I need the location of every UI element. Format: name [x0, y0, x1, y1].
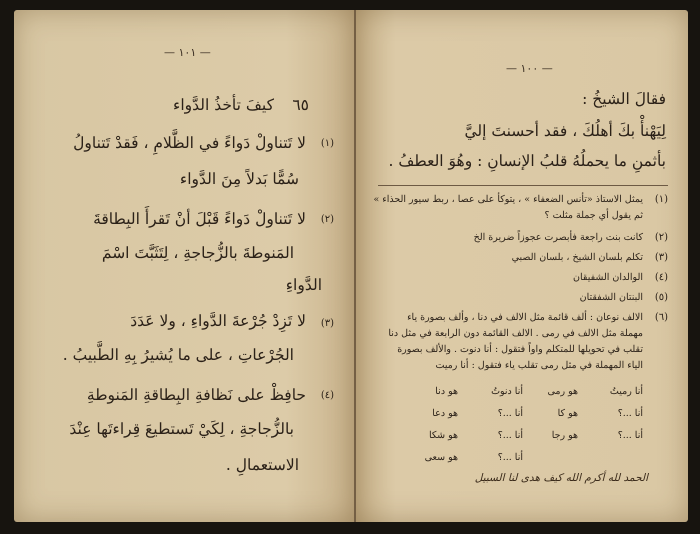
- note-line: الياء المهملة في مثل رمى تقلب ياء فتقول : أنا رميت: [435, 360, 643, 371]
- right-page: [356, 10, 688, 522]
- note-number: (٣): [654, 252, 668, 263]
- note-line: الوالدان الشفيقان: [573, 272, 643, 283]
- item-number: (٣): [320, 318, 334, 329]
- table-cell: هو رمى: [547, 386, 578, 397]
- footnote-divider: [378, 185, 668, 186]
- item-line: لا تَتناولْ دَواءً في الظَّلامِ ، فَقدْ تَتناولُ: [73, 134, 306, 152]
- table-cell: أنا ...؟: [617, 408, 643, 419]
- item-number: (١): [320, 138, 334, 149]
- item-line: الجُرْعاتِ ، على ما يُشيرُ بِهِ الطَّبيبُ .: [62, 346, 294, 364]
- table-cell: هو رجا: [551, 430, 578, 441]
- note-line: ثم يقول أي جملة مثلت ؟: [544, 210, 643, 221]
- item-number: (٤): [320, 390, 334, 401]
- table-cell: أنا ...؟: [497, 408, 523, 419]
- note-line: تقلب في تحويلها للمتكلم واواً فتقول : أنا دنوت . والألف بصورة: [397, 344, 643, 355]
- item-line: سُمًّا بَدلاً مِنَ الدَّواء: [179, 170, 299, 188]
- note-number: (٦): [654, 312, 668, 323]
- table-cell: هو دعا: [432, 408, 458, 419]
- note-number: (١): [654, 194, 668, 205]
- note-number: (٥): [654, 292, 668, 303]
- note-line: كانت بنت راجعة فأبصرت عجوزاً ضريرة الخ: [473, 232, 643, 243]
- table-cell: هو سعى: [424, 452, 458, 463]
- note-line: الالف نوعان : ألف قائمة مثل الالف في دنا ، وألف بصورة ياء: [407, 312, 643, 323]
- table-cell: هو كا: [557, 408, 578, 419]
- table-cell: أنا دنوتُ: [491, 386, 523, 397]
- left-page-number: — ١٠١ —: [164, 46, 211, 59]
- lesson-title: كيفَ تأخذُ الدَّواء: [173, 96, 274, 114]
- item-line: لا تَتناولْ دَواءً قَبْلَ أنْ تَقرأَ البِطاقةَ: [93, 210, 306, 228]
- note-line: تكلم بلسان الشيخ ، بلسان الصبي: [511, 252, 643, 263]
- table-cell: أنا رميتُ: [609, 386, 643, 397]
- item-line: لا تَزِدْ جُرْعةَ الدَّواءِ ، ولا عَدَدَ: [130, 312, 306, 330]
- item-line: الاستعمالِ .: [225, 456, 299, 474]
- note-line: مهملة مثل الالف في رمى . الالف القائمة دون الرابعة في مثل دنا: [388, 328, 643, 339]
- item-number: (٢): [320, 214, 334, 225]
- left-page: [14, 10, 354, 522]
- item-line: بالزُّجاجةِ ، لِكَيْ تَستطيعَ قِراءتَها عِنْدَ: [69, 420, 294, 438]
- item-line: المَنوطةَ بالزُّجاجةِ ، لِتَثَبَّتَ اسْمَ: [101, 244, 294, 262]
- verse-line: فقالَ الشيخُ :: [582, 90, 666, 108]
- handwritten-note: الحمد لله أكرم الله كيف هدى لنا السبيل: [474, 472, 648, 484]
- table-cell: هو شكا: [428, 430, 458, 441]
- table-cell: أنا ...؟: [497, 452, 523, 463]
- note-number: (٤): [654, 272, 668, 283]
- note-line: يمثل الاستاذ «تأنس الضعفاء » ، يتوكأ على عصا ، ربط سيور الحذاء »: [373, 194, 643, 205]
- note-number: (٢): [654, 232, 668, 243]
- item-line: حافِظْ على نَظافةِ البِطاقةِ المَنوطةِ: [86, 386, 306, 404]
- table-cell: هو دنا: [435, 386, 458, 397]
- right-page-number: — ١٠٠ —: [506, 62, 553, 75]
- item-line: الدَّواءِ: [285, 276, 322, 294]
- table-cell: أنا ...؟: [617, 430, 643, 441]
- note-line: البنتان الشفقتان: [579, 292, 643, 303]
- verse-line: بأثمنِ ما يحملُهُ قلبُ الإنسانِ : وهُوَ العطفُ .: [388, 152, 666, 170]
- verse-line: لِيَهْنأْ بكَ أهلُكَ ، فقد أحسنتَ إليَّ: [464, 122, 666, 140]
- lesson-number: ٦٥: [292, 96, 309, 114]
- table-cell: أنا ...؟: [497, 430, 523, 441]
